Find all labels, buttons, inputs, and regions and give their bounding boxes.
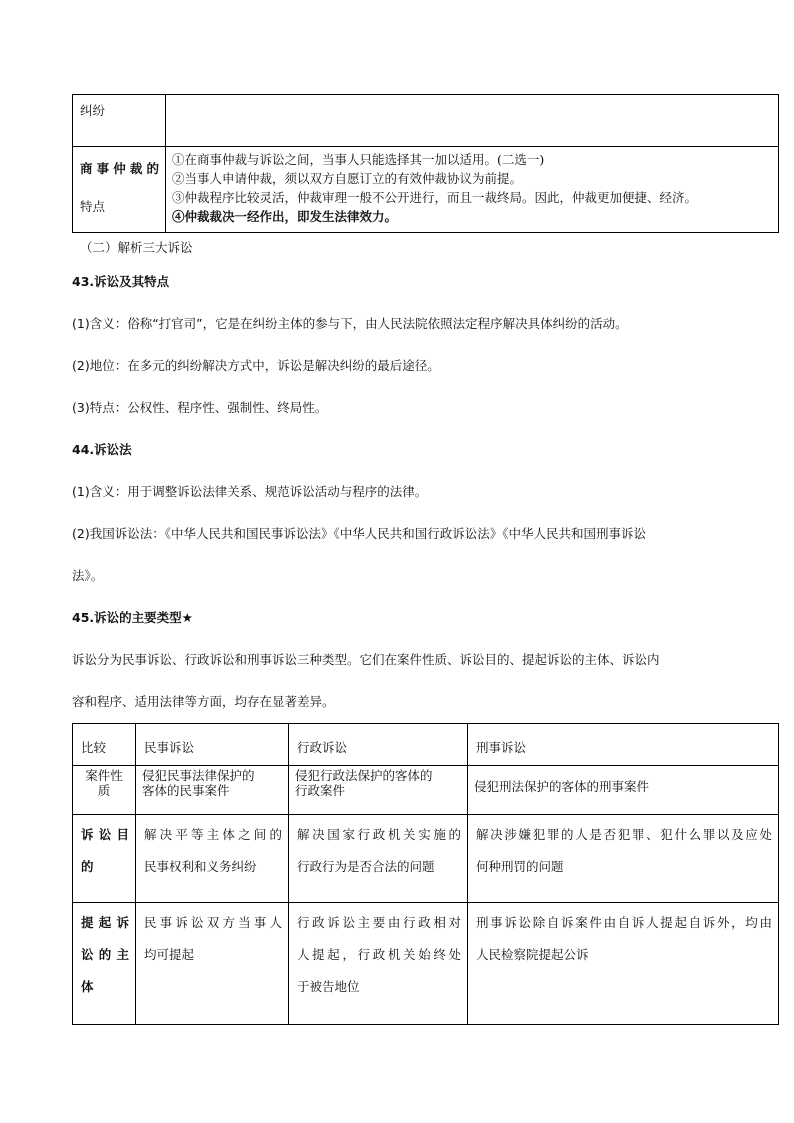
section-title: （二）解析三大诉讼 bbox=[80, 240, 193, 255]
header-admin: 行政诉讼 bbox=[289, 724, 468, 766]
s45-para1: 诉讼分为民事诉讼、行政诉讼和刑事诉讼三种类型。它们在案件性质、诉讼目的、提起诉讼的主体、诉讼内 bbox=[72, 652, 660, 667]
s44-line2b: 法》。 bbox=[72, 568, 104, 583]
label-nature: 案件性 质 bbox=[73, 766, 136, 815]
label-subject: 提起诉 讼的主 体 bbox=[73, 903, 136, 1025]
admin-nature: 侵犯行政法保护的客体的 行政案件 bbox=[289, 766, 468, 815]
s43-line2: (2)地位：在多元的纠纷解决方式中，诉讼是解决纠纷的最后途径。 bbox=[72, 358, 440, 373]
point-4: ④仲裁裁决一经作出，即发生法律效力。 bbox=[172, 209, 398, 224]
criminal-nature: 侵犯刑法保护的客体的刑事案件 bbox=[468, 766, 779, 815]
s43-line3: (3)特点：公权性、程序性、强制性、终局性。 bbox=[72, 400, 328, 415]
criminal-subject: 刑事诉讼除自诉案件由自诉人提起自诉外，均由 人民检察院提起公诉 bbox=[468, 903, 779, 1025]
point-2: ②当事人申请仲裁，须以双方自愿订立的有效仲裁协议为前提。 bbox=[172, 171, 523, 186]
point-3: ③仲裁程序比较灵活，仲裁审理一般不公开进行，而且一裁终局。因此，仲裁更加便捷、经济。 bbox=[172, 190, 698, 205]
table-row-purpose bbox=[73, 815, 779, 903]
s44-line2a: (2)我国诉讼法：《中华人民共和国民事诉讼法》《中华人民共和国行政诉讼法》《中华人民共和国刑事诉讼 bbox=[72, 526, 646, 541]
heading-43: 43.诉讼及其特点 bbox=[72, 274, 170, 289]
civil-subject: 民事诉讼双方当事人 均可提起 bbox=[136, 903, 289, 1025]
table-header-row bbox=[73, 724, 779, 766]
civil-purpose: 解决平等主体之间的 民事权利和义务纠纷 bbox=[136, 815, 289, 903]
row-label-dispute: 纠纷 bbox=[73, 95, 166, 147]
row-label-arbitration-features: 商事仲裁的 特点 bbox=[73, 147, 166, 233]
header-compare: 比较 bbox=[73, 724, 136, 766]
s44-line1: (1)含义：用于调整诉讼法律关系、规范诉讼活动与程序的法律。 bbox=[72, 484, 428, 499]
table-row-nature bbox=[73, 766, 779, 815]
litigation-comparison-table bbox=[72, 723, 779, 1025]
heading-44: 44.诉讼法 bbox=[72, 442, 132, 457]
table-row-subject bbox=[73, 903, 779, 1025]
header-criminal: 刑事诉讼 bbox=[468, 724, 779, 766]
label-purpose: 诉讼目 的 bbox=[73, 815, 136, 903]
arbitration-table bbox=[72, 94, 779, 233]
header-civil: 民事诉讼 bbox=[136, 724, 289, 766]
criminal-purpose: 解决涉嫌犯罪的人是否犯罪、犯什么罪以及应处 何种刑罚的问题 bbox=[468, 815, 779, 903]
civil-nature: 侵犯民事法律保护的 客体的民事案件 bbox=[136, 766, 289, 815]
s45-para2: 容和程序、适用法律等方面，均存在显著差异。 bbox=[72, 694, 335, 709]
admin-purpose: 解决国家行政机关实施的 行政行为是否合法的问题 bbox=[289, 815, 468, 903]
point-1: ①在商事仲裁与诉讼之间，当事人只能选择其一加以适用。(二选一) bbox=[172, 152, 545, 167]
s43-line1: (1)含义：俗称“打官司”，它是在纠纷主体的参与下，由人民法院依照法定程序解决具体纠纷的活动。 bbox=[72, 316, 628, 331]
heading-45: 45.诉讼的主要类型★ bbox=[72, 610, 193, 625]
arbitration-points bbox=[166, 147, 779, 233]
admin-subject: 行政诉讼主要由行政相对 人提起，行政机关始终处 于被告地位 bbox=[289, 903, 468, 1025]
empty-cell bbox=[166, 95, 779, 147]
